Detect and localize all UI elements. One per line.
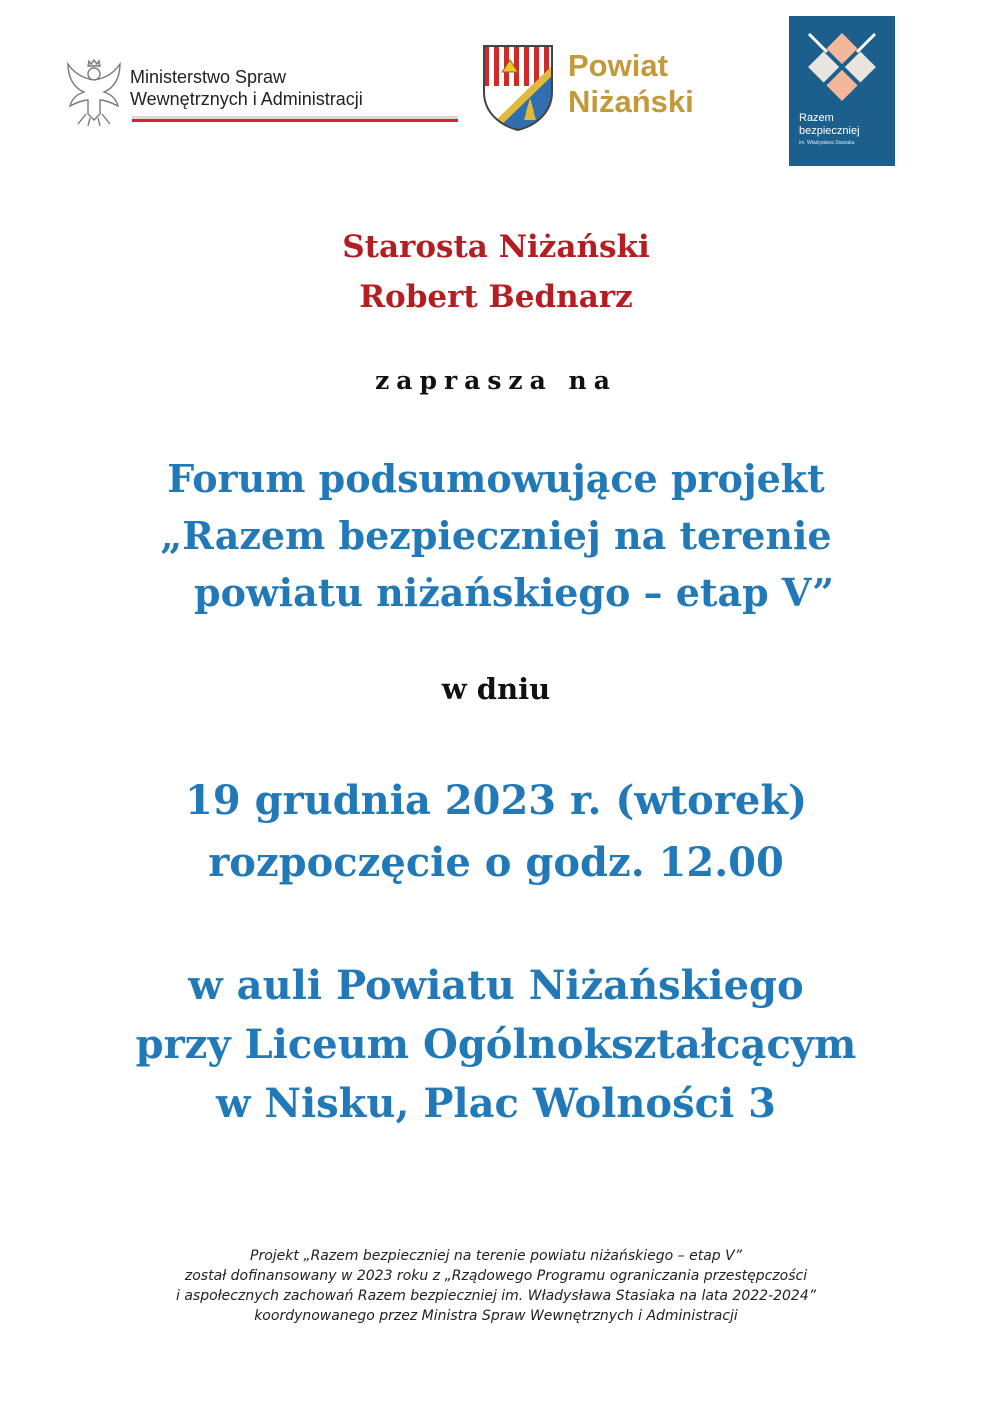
date-intro: w dniu <box>441 672 551 706</box>
footnote-line1: Projekt „Razem bezpieczniej na terenie powiatu niżańskiego – etap V” <box>250 1248 742 1264</box>
host-title: Starosta Niżański <box>342 229 650 265</box>
ministry-name <box>130 66 363 110</box>
venue-line1: w auli Powiatu Niżańskiego <box>188 962 804 1009</box>
footnote-line2: został dofinansowany w 2023 roku z „Rządowego Programu ograniczania przestępczości <box>184 1268 808 1284</box>
ministry-logo <box>64 58 404 130</box>
venue-line2: przy Liceum Ogólnokształcącym <box>135 1021 857 1068</box>
host-name: Robert Bednarz <box>359 279 633 315</box>
invite-text: zaprasza na <box>375 366 617 395</box>
county-name <box>568 48 694 120</box>
event-date <box>0 770 992 894</box>
county-logo <box>480 42 700 132</box>
program-name-line2: bezpieczniej <box>799 125 860 137</box>
program-logo <box>789 16 895 166</box>
program-subtitle: im. Władysława Stasiaka <box>799 140 855 146</box>
event-start-time: rozpoczęcie o godz. 12.00 <box>208 839 784 886</box>
county-name-line2: Niżański <box>568 84 694 119</box>
event-title <box>0 450 992 621</box>
event-title-line2: „Razem bezpieczniej na terenie <box>160 513 832 558</box>
county-name-line1: Powiat <box>568 48 668 83</box>
ministry-name-line2: Wewnętrznych i Administracji <box>130 89 363 109</box>
program-emblem-icon <box>805 30 879 104</box>
program-name-line1: Razem <box>799 112 834 124</box>
funding-footnote <box>0 1246 992 1326</box>
event-venue <box>0 956 992 1133</box>
ministry-name-line1: Ministerstwo Spraw <box>130 67 287 87</box>
footnote-line4: koordynowanego przez Ministra Spraw Wewnętrznych i Administracji <box>254 1308 738 1324</box>
program-name <box>799 112 860 138</box>
flag-stripe <box>132 116 458 122</box>
event-title-line3: powiatu niżańskiego – etap V” <box>194 570 834 615</box>
host <box>0 222 992 322</box>
event-date-line: 19 grudnia 2023 r. (wtorek) <box>185 777 807 824</box>
venue-line3: w Nisku, Plac Wolności 3 <box>216 1080 776 1127</box>
eagle-emblem-icon <box>64 58 124 128</box>
event-title-line1: Forum podsumowujące projekt <box>167 456 825 501</box>
footnote-line3: i aspołecznych zachowań Razem bezpieczniej im. Władysława Stasiaka na lata 2022-2024” <box>175 1288 816 1304</box>
county-coat-of-arms-icon <box>480 42 556 132</box>
